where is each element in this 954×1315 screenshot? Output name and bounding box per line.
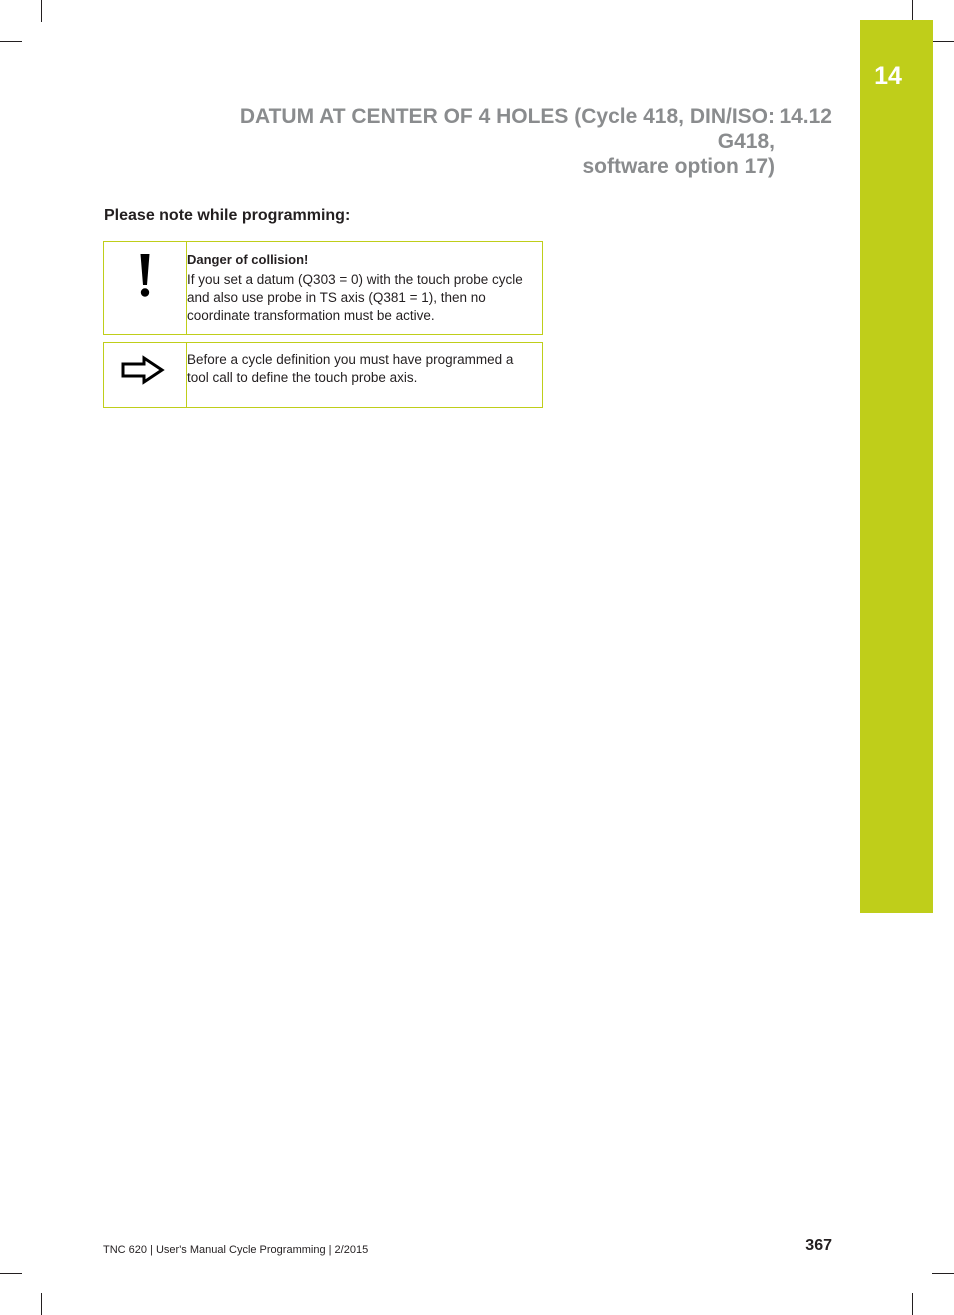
note-text-cell bbox=[187, 242, 542, 325]
footer-text: TNC 620 | User's Manual Cycle Programming | 2/2015 bbox=[103, 1244, 369, 1256]
running-header bbox=[180, 104, 775, 179]
header-section-number: 14.12 bbox=[779, 105, 832, 128]
note-body: If you set a datum (Q303 = 0) with the touch probe cycle and also use probe in TS axis (Q381 = 1), then no coordinate transformation must be active. bbox=[187, 272, 523, 323]
arrow-right-icon bbox=[121, 355, 165, 385]
crop-mark bbox=[41, 0, 42, 22]
crop-mark bbox=[932, 1273, 954, 1274]
note-title: Danger of collision! bbox=[187, 252, 309, 267]
crop-mark bbox=[912, 1293, 913, 1315]
note-body: Before a cycle definition you must have programmed a tool call to define the touch probe axis. bbox=[187, 352, 514, 385]
chapter-number: 14 bbox=[874, 62, 902, 90]
crop-mark bbox=[41, 1293, 42, 1315]
crop-mark bbox=[0, 41, 22, 42]
crop-mark bbox=[932, 41, 954, 42]
page-number: 367 bbox=[805, 1237, 832, 1254]
section-heading: Please note while programming: bbox=[104, 207, 351, 224]
crop-mark bbox=[912, 0, 913, 22]
note-icon-cell bbox=[104, 242, 187, 334]
header-title-line1: DATUM AT CENTER OF 4 HOLES (Cycle 418, DIN/ISO: G418, bbox=[239, 105, 775, 153]
exclamation-icon bbox=[138, 252, 152, 298]
chapter-tab bbox=[860, 20, 933, 913]
crop-mark bbox=[0, 1273, 22, 1274]
warning-note bbox=[103, 241, 543, 335]
info-note bbox=[103, 342, 543, 408]
header-title-line2: software option 17) bbox=[582, 155, 775, 178]
note-text-cell bbox=[187, 343, 542, 387]
note-icon-cell bbox=[104, 343, 187, 407]
